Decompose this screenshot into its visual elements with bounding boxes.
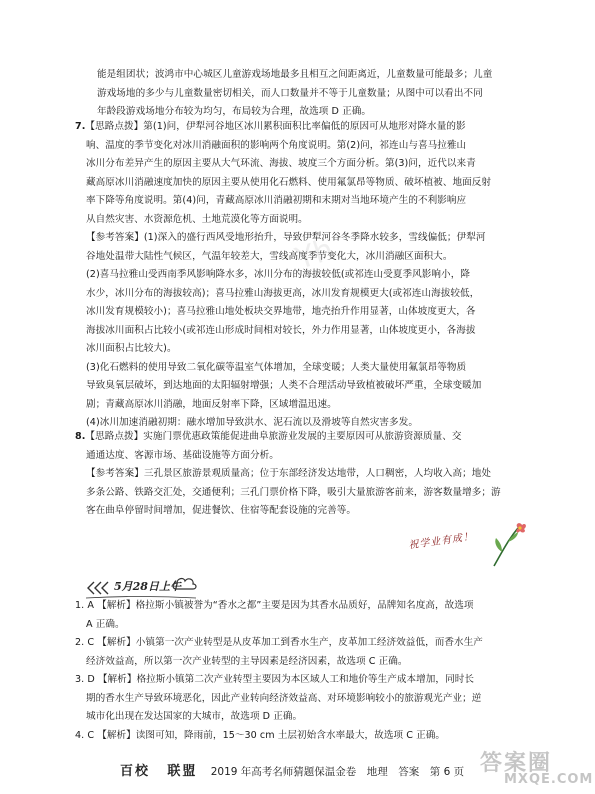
- text-line: 从自然灾害、水资源危机、土地荒漠化等方面说明。: [86, 213, 308, 225]
- answer-line: 2. C 【解析】小镇第一次产业转型是从皮革加工到香水生产，皮革加工经济效益低，而香水生产: [75, 637, 483, 648]
- answer-line: 3. D 【解析】格拉斯小镇第二次产业转型主要因为本区域人工和地价等生产成本增加，同时长: [75, 674, 474, 685]
- flower-icon: [488, 522, 528, 568]
- page-footer: [120, 760, 480, 780]
- q7-first-line: [75, 118, 526, 137]
- answer-line: 4. C 【解析】读图可知，降雨前，15～30 cm 土层初始含水率最大，故选项 C 正确。: [75, 729, 445, 741]
- text-line: 能是组团状；波鸿市中心城区儿童游戏场地最多且相互之间距离近，儿童数量可能最多；儿童: [97, 69, 493, 80]
- answer-line: 城市化出现在发达国家的大城市，故选项 D 正确。: [86, 711, 303, 722]
- text-line: 导致臭氧层破坏，到达地面的太阳辐射增强；人类不合理活动导致植被破坏严重，全球变暖加: [86, 380, 482, 391]
- text-line: (4)冰川加速消融初期：融水增加导致洪水、泥石流以及滑坡等自然灾害多发。: [86, 417, 418, 428]
- q8-first-line: [75, 428, 526, 447]
- answer-line: A 正确。: [86, 618, 125, 630]
- text-line: 谷地处温带大陆性气候区，气温年较差大，雪线高度季节变化大，冰川消融区面积大。: [86, 250, 453, 262]
- text-line: 冰川发育规模较小)；喜马拉雅山地处板块交界地带，地壳抬升作用显著，山体坡度更大，各: [86, 306, 476, 317]
- text-line: 【参考答案】三孔景区旅游景观质量高；位于东部经济发达地带，人口稠密，人均收入高；地处: [86, 468, 492, 479]
- text-line: 剧；青藏高原冰川消融，地面反射率下降，区域增温迅速。: [86, 398, 337, 410]
- footer-logo-baixiao: 百校: [120, 764, 151, 779]
- choice-answers: [75, 597, 526, 745]
- text-line: (2)喜马拉雅山受西南季风影响降水多，冰川分布的海拔较低(或祁连山受夏季风影响小，降: [86, 269, 470, 280]
- question-7-answer: [75, 118, 526, 433]
- text-line: 【参考答案】(1)深入的盛行西风受地形抬升，导致伊犁河谷冬季降水较多，雪线偏低；伊犁河: [86, 232, 486, 243]
- text-line: 海拔冰川面积占比较小(或祁连山形成时间相对较长，外力作用显著，山体坡度更小，各海拔: [86, 324, 476, 336]
- date-banner: [86, 572, 196, 600]
- text-line: 藏高原冰川消融速度加快的原因主要从使用化石燃料、使用氟氯昂等物质、破坏植被、地面反射: [86, 176, 492, 188]
- date-text: 5月28日上午: [114, 580, 181, 593]
- text-line: 多条公路、铁路交汇处，交通便利；三孔门票价格下降，吸引大量旅游客前来，游客数量增多；游: [86, 486, 501, 498]
- watermark-en: MXQE.COM: [504, 772, 594, 787]
- text-line: 冰川面积占比较大)。: [86, 343, 177, 354]
- arrow-chevrons-icon: [86, 579, 112, 597]
- answer-line: 期的香水生产导致环境恶化，因此产业转向经济效益高、对环境影响较小的旅游观光产业；逆: [86, 692, 482, 704]
- continued-paragraph: [86, 66, 526, 122]
- answer-line: 1. A 【解析】格拉斯小镇被誉为“香水之都”主要是因为其香水品质好，品牌知名度高，故选项: [75, 600, 474, 611]
- text-line: 年龄段游戏场地分布较为均匀，布局较为合理，故选项 D 正确。: [97, 106, 372, 117]
- site-watermark: [478, 748, 594, 792]
- text-line: 【思路点拨】第(1)问，伊犁河谷地区冰川累积面积比率偏低的原因可从地形对降水量的影: [85, 121, 466, 132]
- question-number: 8.: [75, 431, 86, 442]
- text-line: 水少，冰川分布的海拔较高)；喜马拉雅山海拔更高，冰川发育规模更大(或祁连山海拔较低，: [86, 287, 480, 299]
- wish-decoration: [400, 522, 530, 568]
- text-line: 【思路点拨】实施门票优惠政策能促进曲阜旅游业发展的主要原因可从旅游资源质量、交: [85, 431, 462, 442]
- text-line: 率下降等角度说明。第(4)问，青藏高原冰川消融初期和末期对当地环境产生的不利影响应: [86, 195, 467, 206]
- wish-text: 祝学业有成！: [407, 531, 475, 552]
- text-line: 客在曲阜停留时间增加，促进餐饮、住宿等配套设施的完善等。: [86, 505, 357, 516]
- text-line: 游戏场地的多少与儿童数量密切相关，而人口数量并不等于儿童数量；从图中可以看出不同: [97, 87, 483, 99]
- watermark-cn: 答案圈: [480, 751, 553, 776]
- footer-title: 2019 年高考名师猜题保温金卷 地理 答案 第 6 页: [210, 766, 465, 778]
- question-number: 7.: [75, 121, 86, 132]
- text-line: 通通达度、客源市场、基础设施等方面分析。: [86, 449, 279, 461]
- question-8-answer: [75, 428, 526, 521]
- text-line: 冰川分布差异产生的原因主要从大气环流、海拔、坡度三个方面分析。第(3)问，近代以来青: [86, 158, 476, 169]
- faint-stamp-mark: Yh: [291, 232, 338, 277]
- text-line: (3)化石燃料的使用导致二氧化碳等温室气体增加，全球变暖；人类大量使用氟氯昂等物质: [86, 361, 467, 373]
- text-line: 响、温度的季节变化对冰川消融面积的影响两个角度说明。第(2)问，祁连山与喜马拉雅山: [86, 139, 467, 151]
- cloud-icon: [172, 575, 198, 593]
- footer-logo-lianmeng: 联盟: [167, 764, 198, 779]
- answer-line: 经济效益高，所以第一次产业转型的主导因素是经济因素，故选项 C 正确。: [86, 655, 408, 667]
